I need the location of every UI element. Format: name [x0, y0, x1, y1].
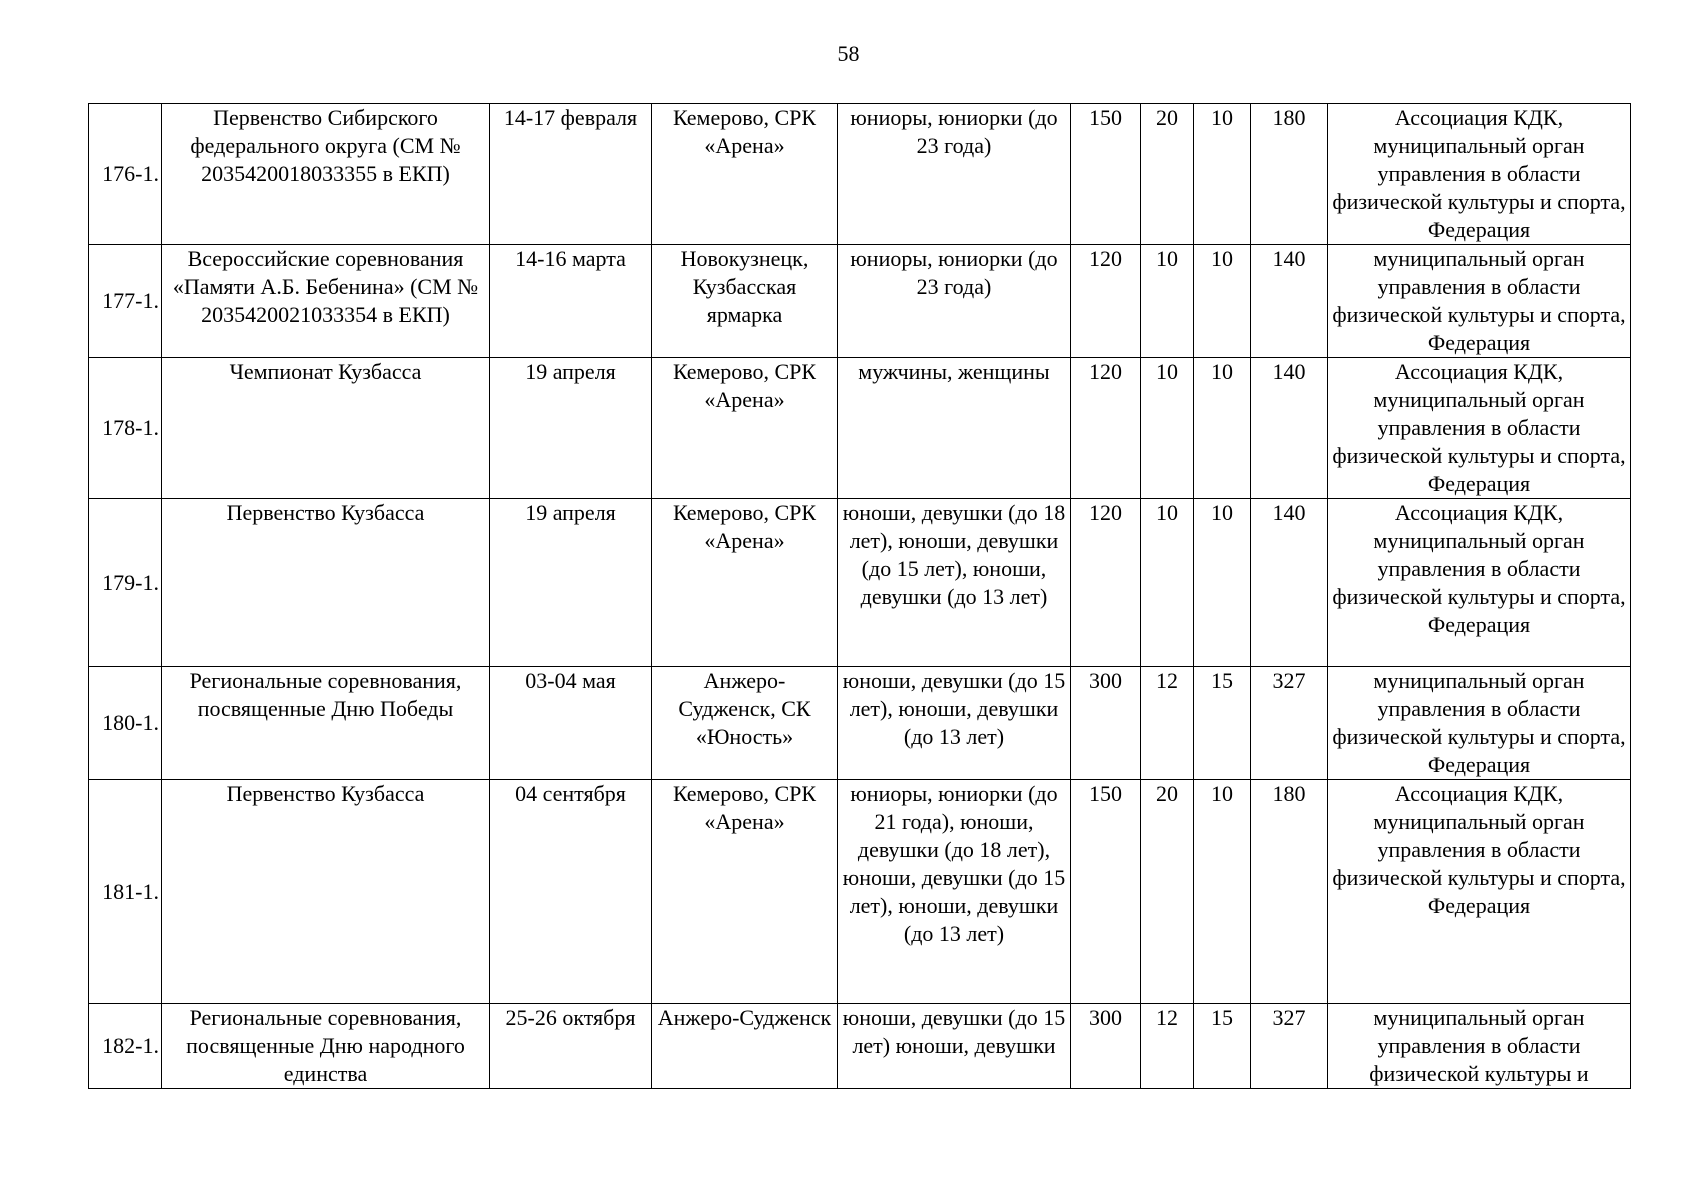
table-row	[89, 245, 1631, 358]
count-1: 120	[1071, 499, 1141, 667]
event-location: Кемерово, СРК «Арена»	[652, 780, 838, 1004]
row-number: 178-1.	[89, 358, 162, 499]
count-2: 20	[1141, 104, 1194, 245]
count-3: 10	[1194, 104, 1251, 245]
event-participants: юниоры, юниорки (до 23 года)	[838, 104, 1071, 245]
event-organizers: Ассоциация КДК, муниципальный орган управления в области физической культуры и спорта, Федерация	[1328, 104, 1631, 245]
row-number: 182-1.	[89, 1004, 162, 1089]
row-number: 177-1.	[89, 245, 162, 358]
count-3: 10	[1194, 245, 1251, 358]
event-dates: 19 апреля	[490, 358, 652, 499]
event-name: Всероссийские соревнования «Памяти А.Б. Бебенина» (СМ № 2035420021033354 в ЕКП)	[162, 245, 490, 358]
row-number: 179-1.	[89, 499, 162, 667]
event-dates: 25-26 октября	[490, 1004, 652, 1089]
count-3: 10	[1194, 358, 1251, 499]
count-3: 10	[1194, 499, 1251, 667]
count-1: 300	[1071, 1004, 1141, 1089]
event-location: Кемерово, СРК «Арена»	[652, 358, 838, 499]
event-name: Региональные соревнования, посвященные Дню народного единства	[162, 1004, 490, 1089]
event-name: Чемпионат Кузбасса	[162, 358, 490, 499]
event-location: Анжеро-Судженск, СК «Юность»	[652, 667, 838, 780]
event-dates: 04 сентября	[490, 780, 652, 1004]
table-row	[89, 499, 1631, 667]
count-total: 180	[1251, 104, 1328, 245]
event-organizers: Ассоциация КДК, муниципальный орган управления в области физической культуры и спорта, Федерация	[1328, 358, 1631, 499]
event-dates: 19 апреля	[490, 499, 652, 667]
event-dates: 14-17 февраля	[490, 104, 652, 245]
event-participants: юноши, девушки (до 18 лет), юноши, девушки (до 15 лет), юноши, девушки (до 13 лет)	[838, 499, 1071, 667]
event-organizers: муниципальный орган управления в области физической культуры и спорта, Федерация	[1328, 245, 1631, 358]
page-number: 58	[837, 41, 860, 66]
count-2: 10	[1141, 499, 1194, 667]
events-table	[88, 103, 1631, 1089]
event-organizers: Ассоциация КДК, муниципальный орган управления в области физической культуры и спорта, Федерация	[1328, 780, 1631, 1004]
count-1: 120	[1071, 358, 1141, 499]
event-dates: 14-16 марта	[490, 245, 652, 358]
event-participants: юниоры, юниорки (до 23 года)	[838, 245, 1071, 358]
table-row	[89, 358, 1631, 499]
count-2: 10	[1141, 358, 1194, 499]
count-3: 15	[1194, 667, 1251, 780]
table-row	[89, 780, 1631, 1004]
event-organizers: муниципальный орган управления в области физической культуры и	[1328, 1004, 1631, 1089]
count-2: 12	[1141, 1004, 1194, 1089]
event-organizers: муниципальный орган управления в области физической культуры и спорта, Федерация	[1328, 667, 1631, 780]
event-participants: юноши, девушки (до 15 лет), юноши, девушки (до 13 лет)	[838, 667, 1071, 780]
count-total: 140	[1251, 245, 1328, 358]
count-3: 15	[1194, 1004, 1251, 1089]
event-location: Анжеро-Судженск	[652, 1004, 838, 1089]
row-number: 176-1.	[89, 104, 162, 245]
count-1: 120	[1071, 245, 1141, 358]
event-participants: юноши, девушки (до 15 лет) юноши, девушки	[838, 1004, 1071, 1089]
event-name: Первенство Кузбасса	[162, 499, 490, 667]
table-row	[89, 1004, 1631, 1089]
event-name: Первенство Сибирского федерального округа (СМ № 2035420018033355 в ЕКП)	[162, 104, 490, 245]
event-organizers: Ассоциация КДК, муниципальный орган управления в области физической культуры и спорта, Федерация	[1328, 499, 1631, 667]
event-name: Региональные соревнования, посвященные Дню Победы	[162, 667, 490, 780]
event-participants: мужчины, женщины	[838, 358, 1071, 499]
count-total: 327	[1251, 1004, 1328, 1089]
count-1: 150	[1071, 104, 1141, 245]
count-1: 300	[1071, 667, 1141, 780]
row-number: 180-1.	[89, 667, 162, 780]
count-2: 20	[1141, 780, 1194, 1004]
row-number: 181-1.	[89, 780, 162, 1004]
event-dates: 03-04 мая	[490, 667, 652, 780]
count-3: 10	[1194, 780, 1251, 1004]
count-total: 327	[1251, 667, 1328, 780]
count-2: 10	[1141, 245, 1194, 358]
count-total: 180	[1251, 780, 1328, 1004]
event-name: Первенство Кузбасса	[162, 780, 490, 1004]
count-total: 140	[1251, 358, 1328, 499]
table-row	[89, 667, 1631, 780]
event-location: Кемерово, СРК «Арена»	[652, 499, 838, 667]
count-1: 150	[1071, 780, 1141, 1004]
count-2: 12	[1141, 667, 1194, 780]
event-location: Новокузнецк, Кузбасская ярмарка	[652, 245, 838, 358]
event-location: Кемерово, СРК «Арена»	[652, 104, 838, 245]
count-total: 140	[1251, 499, 1328, 667]
table-row	[89, 104, 1631, 245]
event-participants: юниоры, юниорки (до 21 года), юноши, девушки (до 18 лет), юноши, девушки (до 15 лет), юноши, девушки (до 13 лет)	[838, 780, 1071, 1004]
